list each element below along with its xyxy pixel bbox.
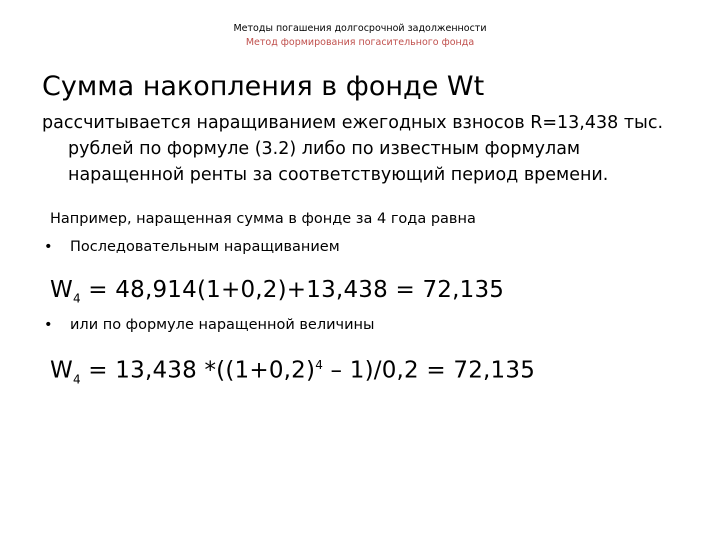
formula-expression: = 48,914(1+0,2)+13,438 = 72,135 xyxy=(80,277,505,303)
bullet-item-sequential xyxy=(44,236,340,258)
formula-expression-part1: = 13,438 *((1+0,2) xyxy=(80,357,316,384)
bullet-marker: • xyxy=(44,317,53,333)
formula-expression-part2: – 1)/0,2 = 72,135 xyxy=(323,357,536,384)
bullet-item-formula xyxy=(44,314,374,336)
header-title: Методы погашения долгосрочной задолженности xyxy=(233,23,487,34)
formula-sequential xyxy=(50,275,504,314)
formula-symbol: W xyxy=(50,277,73,303)
example-text: Например, наращенная сумма в фонде за 4 года равна xyxy=(50,211,476,227)
bullet-text: или по формуле наращенной величины xyxy=(70,317,375,333)
bullet-marker: • xyxy=(44,239,53,255)
paragraph-line-3: наращенной ренты за соответствующий период времени. xyxy=(68,165,609,185)
header-subtitle: Метод формирования погасительного фонда xyxy=(245,37,475,48)
formula-annuity xyxy=(50,350,535,394)
slide-heading: Сумма накопления в фонде Wt xyxy=(42,71,485,102)
slide-header xyxy=(0,22,720,50)
formula-superscript: 4 xyxy=(315,358,324,372)
paragraph-line-2: рублей по формуле (3.2) либо по известным формулам xyxy=(68,139,581,159)
description-paragraph xyxy=(42,110,682,188)
formula-symbol: W xyxy=(50,357,73,384)
bullet-text: Последовательным наращиванием xyxy=(70,239,340,255)
formula-subscript: 4 xyxy=(72,291,81,306)
paragraph-line-1: рассчитывается наращиванием ежегодных взносов R=13,438 тыс. xyxy=(42,113,664,133)
formula-subscript: 4 xyxy=(72,372,81,387)
